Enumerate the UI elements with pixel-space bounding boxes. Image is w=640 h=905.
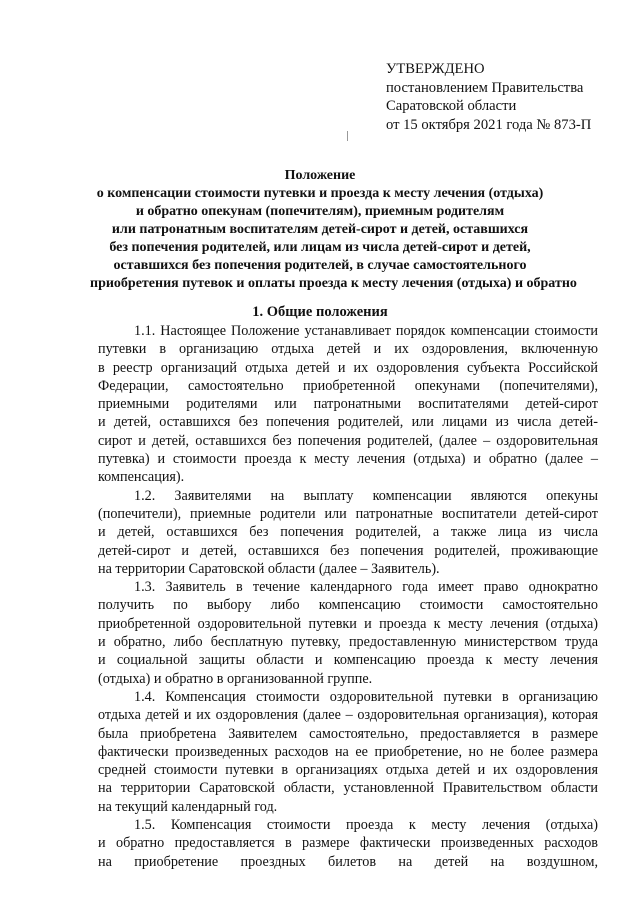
text-line: 1.3. Заявитель в течение календарного года имеет право однократно xyxy=(134,579,598,596)
text-line: приемными родителями или патронатными воспитателями детей-сирот xyxy=(98,396,598,413)
document-title xyxy=(90,167,577,293)
text-line: 1.4. Компенсация стоимости оздоровительной путевки в организацию xyxy=(134,688,598,705)
paragraph-1-4 xyxy=(98,688,598,816)
paragraph-1-2 xyxy=(98,487,598,578)
text-line: и детей, оставшихся без попечения родителей, или лицами из числа детей- xyxy=(98,414,598,431)
text-line: была приобретена Заявителем самостоятельно, предоставляется в размере xyxy=(98,725,598,742)
text-line: компенсация). xyxy=(98,469,185,486)
text-line: 1.2. Заявителями на выплату компенсации являются опекуны xyxy=(134,487,598,504)
text-line: и социальной защиты области и компенсацию проезда к месту лечения xyxy=(98,652,598,669)
text-line: (отдыха) и обратно в организованной группе. xyxy=(98,670,373,687)
title-line: без попечения родителей, или лицам из числа детей-сирот и детей, xyxy=(109,240,531,255)
paragraph-1-1 xyxy=(98,322,598,487)
text-line: фактически произведенных расходов на ее приобретение, но не более размера xyxy=(98,743,598,760)
text-line: и обратно, либо бесплатную путевку, предоставленную министерством труда xyxy=(98,634,598,651)
text-line: и обратно предоставляется в размере фактически произведенных расходов xyxy=(98,835,598,852)
title-line: Положение xyxy=(284,168,356,183)
approval-line: от 15 октября 2021 года № 873-П xyxy=(386,116,592,133)
title-line: и обратно опекунам (попечителям), приемным родителям xyxy=(135,204,505,219)
title-line: приобретения путевок и оплаты проезда к месту лечения (отдыха) и обратно xyxy=(90,276,577,291)
text-line: на территории Саратовской области, установленной Правительством области xyxy=(98,780,598,797)
text-line: на территории Саратовской области (далее – Заявитель). xyxy=(98,560,440,577)
title-line: оставшихся без попечения родителей, в случае самостоятельного xyxy=(113,258,527,273)
text-line: и детей, оставшихся без попечения родителей, а также лица из числа xyxy=(98,524,598,541)
paragraph-1-5 xyxy=(98,816,598,871)
approval-line: постановлением Правительства xyxy=(386,79,584,96)
paragraph-1-3 xyxy=(98,578,598,688)
text-line: путевки в организацию отдыха детей и их оздоровления, включенную xyxy=(98,341,598,358)
text-line: (попечители), приемные родители или патронатные воспитатели детей-сирот xyxy=(98,505,598,522)
title-line: или патронатным воспитателям детей-сирот и детей, оставшихся xyxy=(111,222,529,237)
text-line: средней стоимости путевки в организациях отдыха детей и их оздоровления xyxy=(98,762,598,779)
text-line: Федерации, самостоятельно приобретенной опекунами (попечителями), xyxy=(98,377,598,394)
text-line: на текущий календарный год. xyxy=(98,798,278,815)
approval-stamp xyxy=(386,60,591,134)
text-line: путевка) и стоимости проезда к месту лечения (отдыха) и обратно (далее – xyxy=(98,451,598,468)
text-line: 1.5. Компенсация стоимости проезда к месту лечения (отдыха) xyxy=(134,817,598,834)
text-line: получить по выбору либо компенсацию стоимости самостоятельно xyxy=(98,597,598,614)
approval-line: Саратовской области xyxy=(386,98,517,114)
text-line: 1.1. Настоящее Положение устанавливает порядок компенсации стоимости xyxy=(134,323,598,339)
scan-mark xyxy=(347,131,348,141)
text-line: сирот и детей, оставшихся без попечения родителей, (далее – оздоровительная xyxy=(98,432,598,449)
text-line: отдыха детей и их оздоровления (далее – оздоровительная организация), которая xyxy=(98,707,598,724)
text-line: детей-сирот и детей, оставшихся без попечения родителей, проживающие xyxy=(98,542,598,559)
text-line: приобретенной оздоровительной путевки и проезда к месту лечения (отдыха) xyxy=(98,615,598,632)
title-line: о компенсации стоимости путевки и проезда к месту лечения (отдыха) xyxy=(96,186,544,201)
body-text xyxy=(98,322,598,871)
text-line: в реестр организаций отдыха детей и их оздоровления субъекта Российской xyxy=(98,359,598,376)
approval-line: УТВЕРЖДЕНО xyxy=(386,61,485,77)
section-heading: 1. Общие положения xyxy=(252,304,388,320)
text-line: на приобретение проездных билетов на детей на воздушном, xyxy=(98,853,598,870)
